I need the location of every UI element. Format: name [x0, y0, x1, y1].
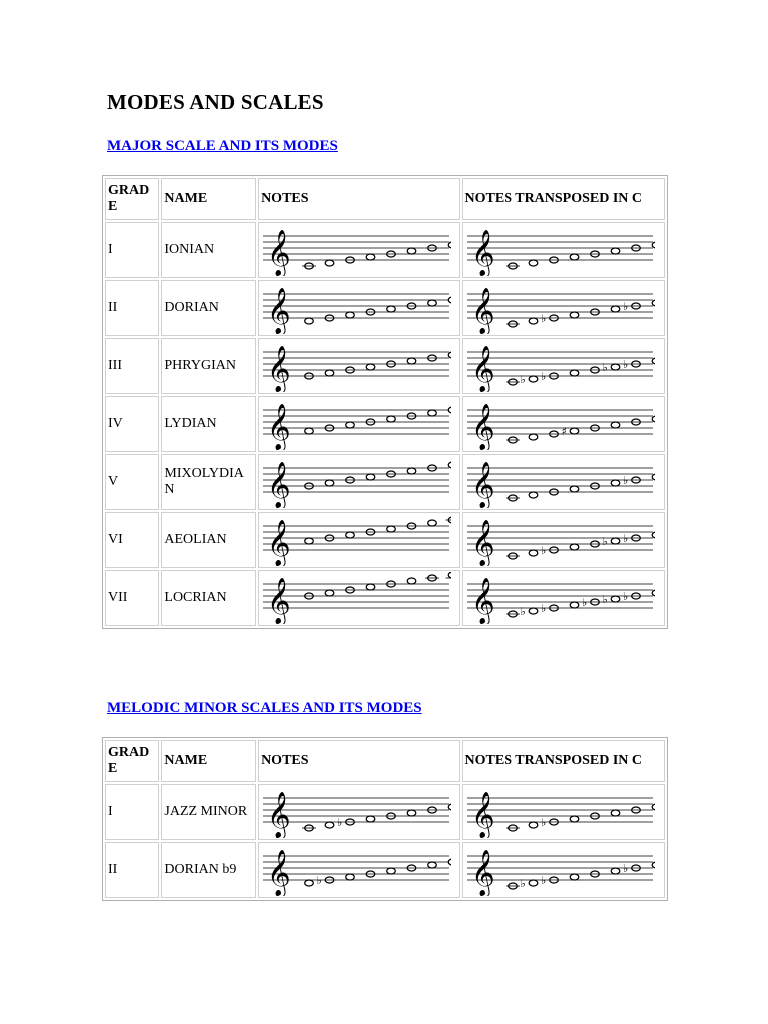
note	[602, 361, 619, 374]
note-head	[407, 578, 416, 584]
treble-clef-icon: 𝄞	[470, 792, 495, 838]
note-head	[305, 538, 314, 544]
note	[570, 816, 579, 822]
note-head	[529, 550, 538, 556]
note-head	[611, 248, 620, 254]
note	[305, 428, 314, 434]
transposed-notes-cell	[462, 338, 665, 394]
note-head	[325, 480, 334, 486]
major-scale-link[interactable]: MAJOR SCALE AND ITS MODES	[107, 138, 338, 154]
note	[448, 407, 451, 413]
note-head	[529, 822, 538, 828]
grade-header: GRADE	[105, 178, 159, 220]
note-head	[570, 816, 579, 822]
note	[428, 300, 437, 306]
note-head	[529, 492, 538, 498]
note	[652, 416, 655, 422]
note	[428, 410, 437, 416]
note	[387, 306, 396, 312]
note	[623, 300, 640, 313]
note	[506, 437, 520, 443]
note	[506, 379, 520, 385]
notes-header: NOTES	[258, 178, 459, 220]
staff-notation	[465, 514, 655, 566]
note	[529, 434, 538, 440]
staff-notation	[261, 572, 451, 624]
table-row	[105, 570, 665, 626]
note	[317, 874, 334, 887]
note	[325, 480, 334, 486]
table-row	[105, 842, 665, 898]
note	[570, 874, 579, 880]
note	[611, 868, 620, 874]
treble-clef-icon: 𝄞	[267, 346, 291, 392]
note	[541, 602, 558, 615]
note-head	[387, 416, 396, 422]
note-head	[570, 370, 579, 376]
note-head	[346, 422, 355, 428]
transposed-header: NOTES TRANSPOSED IN C	[462, 178, 665, 220]
flat-icon: ♭	[622, 358, 628, 371]
note-head	[611, 480, 620, 486]
note	[652, 590, 655, 596]
staff-notation	[465, 224, 655, 276]
note	[425, 575, 439, 581]
note-head	[611, 422, 620, 428]
note-head	[428, 300, 437, 306]
note-head	[652, 532, 655, 538]
notes-cell	[258, 842, 459, 898]
note	[570, 254, 579, 260]
flat-icon: ♭	[622, 474, 628, 487]
treble-clef-icon: 𝄞	[267, 520, 291, 566]
note-head	[428, 862, 437, 868]
name-header: NAME	[161, 740, 256, 782]
note-head	[407, 810, 416, 816]
note	[570, 312, 579, 318]
note	[652, 358, 655, 364]
flat-icon: ♭	[520, 877, 526, 890]
mode-name-cell: MIXOLYDIAN	[161, 454, 256, 510]
note-head	[366, 584, 375, 590]
flat-icon: ♭	[622, 532, 628, 545]
note-head	[652, 474, 655, 480]
table-row	[105, 280, 665, 336]
note-head	[570, 602, 579, 608]
mode-name-cell: LYDIAN	[161, 396, 256, 452]
note-head	[529, 260, 538, 266]
note-head	[652, 590, 655, 596]
note-head	[346, 312, 355, 318]
grade-cell: III	[105, 338, 159, 394]
name-header: NAME	[161, 178, 256, 220]
note	[346, 874, 355, 880]
treble-clef-icon: 𝄞	[470, 520, 495, 566]
note	[652, 474, 655, 480]
note	[302, 825, 316, 831]
note-head	[366, 474, 375, 480]
treble-clef-icon: 𝄞	[470, 288, 495, 334]
transposed-notes-cell	[462, 570, 665, 626]
note-head	[407, 358, 416, 364]
note-head	[407, 248, 416, 254]
note-head	[652, 862, 655, 868]
grade-cell: VII	[105, 570, 159, 626]
grade-cell: I	[105, 784, 159, 840]
note	[570, 602, 579, 608]
treble-clef-icon: 𝄞	[470, 850, 495, 896]
note	[346, 422, 355, 428]
mode-name-cell: DORIAN b9	[161, 842, 256, 898]
treble-clef-icon: 𝄞	[470, 346, 495, 392]
note	[448, 859, 451, 865]
note	[387, 868, 396, 874]
major-modes-table	[102, 175, 668, 629]
note	[366, 254, 375, 260]
treble-clef-icon: 𝄞	[470, 462, 495, 508]
flat-icon: ♭	[540, 544, 546, 557]
note-head	[529, 608, 538, 614]
note-head	[529, 880, 538, 886]
note	[346, 312, 355, 318]
note	[611, 480, 620, 486]
notes-cell	[258, 570, 459, 626]
note	[428, 520, 437, 526]
note	[446, 572, 452, 578]
treble-clef-icon: 𝄞	[267, 230, 291, 276]
flat-icon: ♭	[602, 535, 608, 548]
note	[623, 862, 640, 875]
note-head	[529, 318, 538, 324]
transposed-notes-cell	[462, 280, 665, 336]
note	[506, 883, 520, 889]
note	[570, 544, 579, 550]
note-head	[325, 370, 334, 376]
note-head	[387, 306, 396, 312]
note-head	[325, 590, 334, 596]
table-row	[105, 222, 665, 278]
note	[529, 822, 538, 828]
note	[529, 492, 538, 498]
note-head	[611, 868, 620, 874]
note	[346, 532, 355, 538]
note	[506, 263, 520, 269]
staff-notation	[261, 456, 451, 508]
note-head	[611, 364, 620, 370]
note-head	[305, 318, 314, 324]
note	[652, 242, 655, 248]
notes-cell	[258, 784, 459, 840]
note-head	[529, 376, 538, 382]
flat-icon: ♭	[520, 373, 526, 386]
note	[520, 373, 537, 386]
note-head	[407, 468, 416, 474]
note	[325, 822, 334, 828]
note-head	[325, 260, 334, 266]
flat-icon: ♭	[540, 816, 546, 829]
table-row	[105, 396, 665, 452]
note	[611, 306, 620, 312]
mode-name-cell: DORIAN	[161, 280, 256, 336]
note	[602, 593, 619, 606]
staff-notation	[465, 282, 655, 334]
note-head	[611, 538, 620, 544]
note-head	[387, 868, 396, 874]
note	[623, 474, 640, 487]
note	[387, 526, 396, 532]
flat-icon: ♭	[540, 312, 546, 325]
note-head	[570, 428, 579, 434]
note	[506, 553, 520, 559]
mode-name-cell: PHRYGIAN	[161, 338, 256, 394]
note	[305, 318, 314, 324]
note-head	[448, 859, 451, 865]
note	[506, 495, 520, 501]
note	[407, 468, 416, 474]
note	[302, 263, 316, 269]
note	[611, 248, 620, 254]
note	[611, 422, 620, 428]
staff-notation	[465, 456, 655, 508]
note	[407, 578, 416, 584]
mode-name-cell: LOCRIAN	[161, 570, 256, 626]
table-row	[105, 454, 665, 510]
note-head	[570, 312, 579, 318]
table-row	[105, 338, 665, 394]
grade-cell: II	[105, 280, 159, 336]
flat-icon: ♭	[540, 602, 546, 615]
grade-header: GRADE	[105, 740, 159, 782]
note	[407, 358, 416, 364]
staff-notation	[465, 786, 655, 838]
note	[305, 880, 314, 886]
note-head	[652, 416, 655, 422]
treble-clef-icon: 𝄞	[267, 404, 291, 450]
note-head	[611, 810, 620, 816]
note	[366, 474, 375, 480]
note	[652, 804, 655, 810]
note-head	[570, 486, 579, 492]
note-head	[448, 297, 451, 303]
note	[446, 517, 452, 523]
note-head	[611, 596, 620, 602]
note	[305, 538, 314, 544]
grade-cell: IV	[105, 396, 159, 452]
flat-icon: ♭	[602, 593, 608, 606]
grade-cell: II	[105, 842, 159, 898]
note	[623, 532, 640, 545]
sharp-icon: ♯	[561, 425, 567, 438]
note	[428, 862, 437, 868]
notes-cell	[258, 512, 459, 568]
note	[652, 300, 655, 306]
treble-clef-icon: 𝄞	[267, 792, 291, 838]
notes-cell	[258, 222, 459, 278]
note	[570, 370, 579, 376]
notes-cell	[258, 280, 459, 336]
flat-icon: ♭	[316, 874, 322, 887]
note	[506, 611, 520, 617]
note-head	[611, 306, 620, 312]
staff-notation	[261, 398, 451, 450]
page-title: MODES AND SCALES	[107, 90, 324, 114]
note	[448, 352, 451, 358]
note	[325, 260, 334, 266]
transposed-header: NOTES TRANSPOSED IN C	[462, 740, 665, 782]
note	[541, 370, 558, 383]
staff-notation	[261, 224, 451, 276]
note	[570, 486, 579, 492]
note	[337, 816, 354, 829]
staff-notation	[465, 340, 655, 392]
flat-icon: ♭	[520, 605, 526, 618]
note	[506, 321, 520, 327]
note	[366, 364, 375, 370]
grade-cell: V	[105, 454, 159, 510]
notes-cell	[258, 454, 459, 510]
mode-name-cell: AEOLIAN	[161, 512, 256, 568]
treble-clef-icon: 𝄞	[267, 462, 291, 508]
mode-name-cell: JAZZ MINOR	[161, 784, 256, 840]
flat-icon: ♭	[540, 370, 546, 383]
staff-notation	[465, 398, 655, 450]
treble-clef-icon: 𝄞	[470, 578, 495, 624]
note-head	[366, 254, 375, 260]
note-head	[346, 874, 355, 880]
note-head	[570, 874, 579, 880]
note-head	[387, 526, 396, 532]
note	[623, 590, 640, 603]
note-head	[448, 407, 451, 413]
note	[448, 462, 451, 468]
note-head	[448, 242, 451, 248]
note	[506, 825, 520, 831]
note-head	[305, 428, 314, 434]
note	[325, 590, 334, 596]
note	[652, 862, 655, 868]
transposed-notes-cell	[462, 784, 665, 840]
note-head	[652, 804, 655, 810]
note	[448, 242, 451, 248]
staff-notation	[261, 514, 451, 566]
note	[529, 550, 538, 556]
note	[602, 535, 619, 548]
note	[325, 370, 334, 376]
table-row	[105, 784, 665, 840]
table-header-row	[105, 178, 665, 220]
transposed-notes-cell	[462, 396, 665, 452]
treble-clef-icon: 𝄞	[470, 404, 495, 450]
note-head	[652, 242, 655, 248]
flat-icon: ♭	[581, 596, 587, 609]
note	[529, 318, 538, 324]
note	[387, 416, 396, 422]
staff-notation	[261, 340, 451, 392]
note	[561, 425, 578, 438]
flat-icon: ♭	[622, 862, 628, 875]
table-header-row	[105, 740, 665, 782]
note-head	[570, 544, 579, 550]
note	[520, 877, 537, 890]
note	[541, 312, 558, 325]
notes-cell	[258, 338, 459, 394]
note-head	[570, 254, 579, 260]
staff-notation	[465, 844, 655, 896]
note	[582, 596, 599, 609]
note	[407, 810, 416, 816]
treble-clef-icon: 𝄞	[267, 288, 291, 334]
grade-cell: I	[105, 222, 159, 278]
treble-clef-icon: 𝄞	[267, 578, 291, 624]
notes-header: NOTES	[258, 740, 459, 782]
note-head	[529, 434, 538, 440]
note	[366, 584, 375, 590]
note	[541, 816, 558, 829]
note-head	[428, 520, 437, 526]
note-head	[366, 364, 375, 370]
flat-icon: ♭	[337, 816, 343, 829]
staff-notation	[465, 572, 655, 624]
note	[448, 804, 451, 810]
melodic-minor-table	[102, 737, 668, 901]
note-head	[366, 816, 375, 822]
notes-cell	[258, 396, 459, 452]
note	[541, 874, 558, 887]
note	[529, 260, 538, 266]
note	[448, 297, 451, 303]
flat-icon: ♭	[540, 874, 546, 887]
staff-notation	[261, 844, 451, 896]
flat-icon: ♭	[622, 590, 628, 603]
note-head	[428, 410, 437, 416]
note	[520, 605, 537, 618]
treble-clef-icon: 𝄞	[470, 230, 495, 276]
mode-name-cell: IONIAN	[161, 222, 256, 278]
note	[541, 544, 558, 557]
note-head	[652, 300, 655, 306]
note-head	[448, 352, 451, 358]
transposed-notes-cell	[462, 222, 665, 278]
note-head	[448, 462, 451, 468]
note-head	[448, 804, 451, 810]
note-head	[448, 572, 451, 578]
treble-clef-icon: 𝄞	[267, 850, 291, 896]
flat-icon: ♭	[622, 300, 628, 313]
melodic-minor-link[interactable]: MELODIC MINOR SCALES AND ITS MODES	[107, 700, 422, 716]
note	[652, 532, 655, 538]
grade-cell: VI	[105, 512, 159, 568]
transposed-notes-cell	[462, 512, 665, 568]
table-row	[105, 512, 665, 568]
staff-notation	[261, 282, 451, 334]
note-head	[652, 358, 655, 364]
staff-notation	[261, 786, 451, 838]
note-head	[305, 880, 314, 886]
transposed-notes-cell	[462, 454, 665, 510]
flat-icon: ♭	[602, 361, 608, 374]
note	[611, 810, 620, 816]
note	[623, 358, 640, 371]
note-head	[325, 822, 334, 828]
note	[366, 816, 375, 822]
note	[407, 248, 416, 254]
transposed-notes-cell	[462, 842, 665, 898]
note-head	[346, 532, 355, 538]
